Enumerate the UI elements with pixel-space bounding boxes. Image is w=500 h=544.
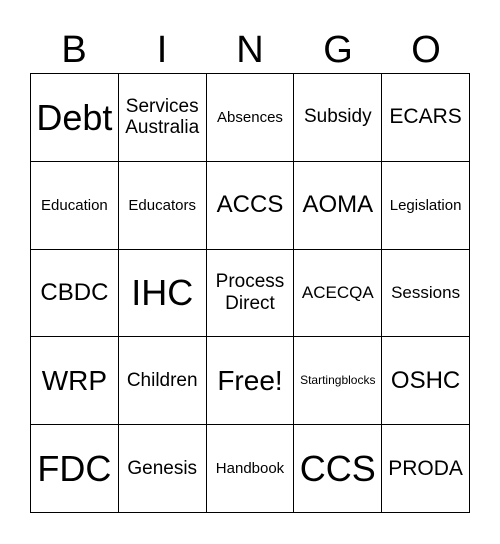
bingo-cell[interactable]: Handbook [207, 425, 295, 513]
bingo-cell[interactable]: CBDC [31, 250, 119, 338]
bingo-cell[interactable]: Sessions [382, 250, 470, 338]
bingo-cell[interactable]: WRP [31, 337, 119, 425]
bingo-cell[interactable]: ACCS [207, 162, 295, 250]
bingo-cell[interactable]: Absences [207, 74, 295, 162]
bingo-cell[interactable]: IHC [119, 250, 207, 338]
bingo-cell[interactable]: Genesis [119, 425, 207, 513]
bingo-cell[interactable]: Education [31, 162, 119, 250]
bingo-cell[interactable]: Startingblocks [294, 337, 382, 425]
header-letter-o: O [411, 29, 441, 71]
bingo-cell[interactable]: ECARS [382, 74, 470, 162]
header-letter-i: I [156, 29, 168, 71]
bingo-cell[interactable]: AOMA [294, 162, 382, 250]
bingo-cell free-space[interactable]: Free! [207, 337, 295, 425]
bingo-cell[interactable]: OSHC [382, 337, 470, 425]
bingo-header [30, 28, 470, 72]
bingo-cell[interactable]: Services Australia [119, 74, 207, 162]
bingo-cell[interactable]: FDC [31, 425, 119, 513]
bingo-cell[interactable]: Children [119, 337, 207, 425]
bingo-cell[interactable]: Debt [31, 74, 119, 162]
bingo-cell[interactable]: PRODA [382, 425, 470, 513]
header-letter-g: G [323, 29, 353, 71]
bingo-board [30, 73, 470, 513]
bingo-cell[interactable]: Legislation [382, 162, 470, 250]
header-letter-n: N [236, 29, 264, 71]
bingo-cell[interactable]: Subsidy [294, 74, 382, 162]
bingo-cell[interactable]: Process Direct [207, 250, 295, 338]
header-letter-b: B [61, 29, 87, 71]
bingo-cell[interactable]: ACECQA [294, 250, 382, 338]
bingo-cell[interactable]: Educators [119, 162, 207, 250]
bingo-cell[interactable]: CCS [294, 425, 382, 513]
